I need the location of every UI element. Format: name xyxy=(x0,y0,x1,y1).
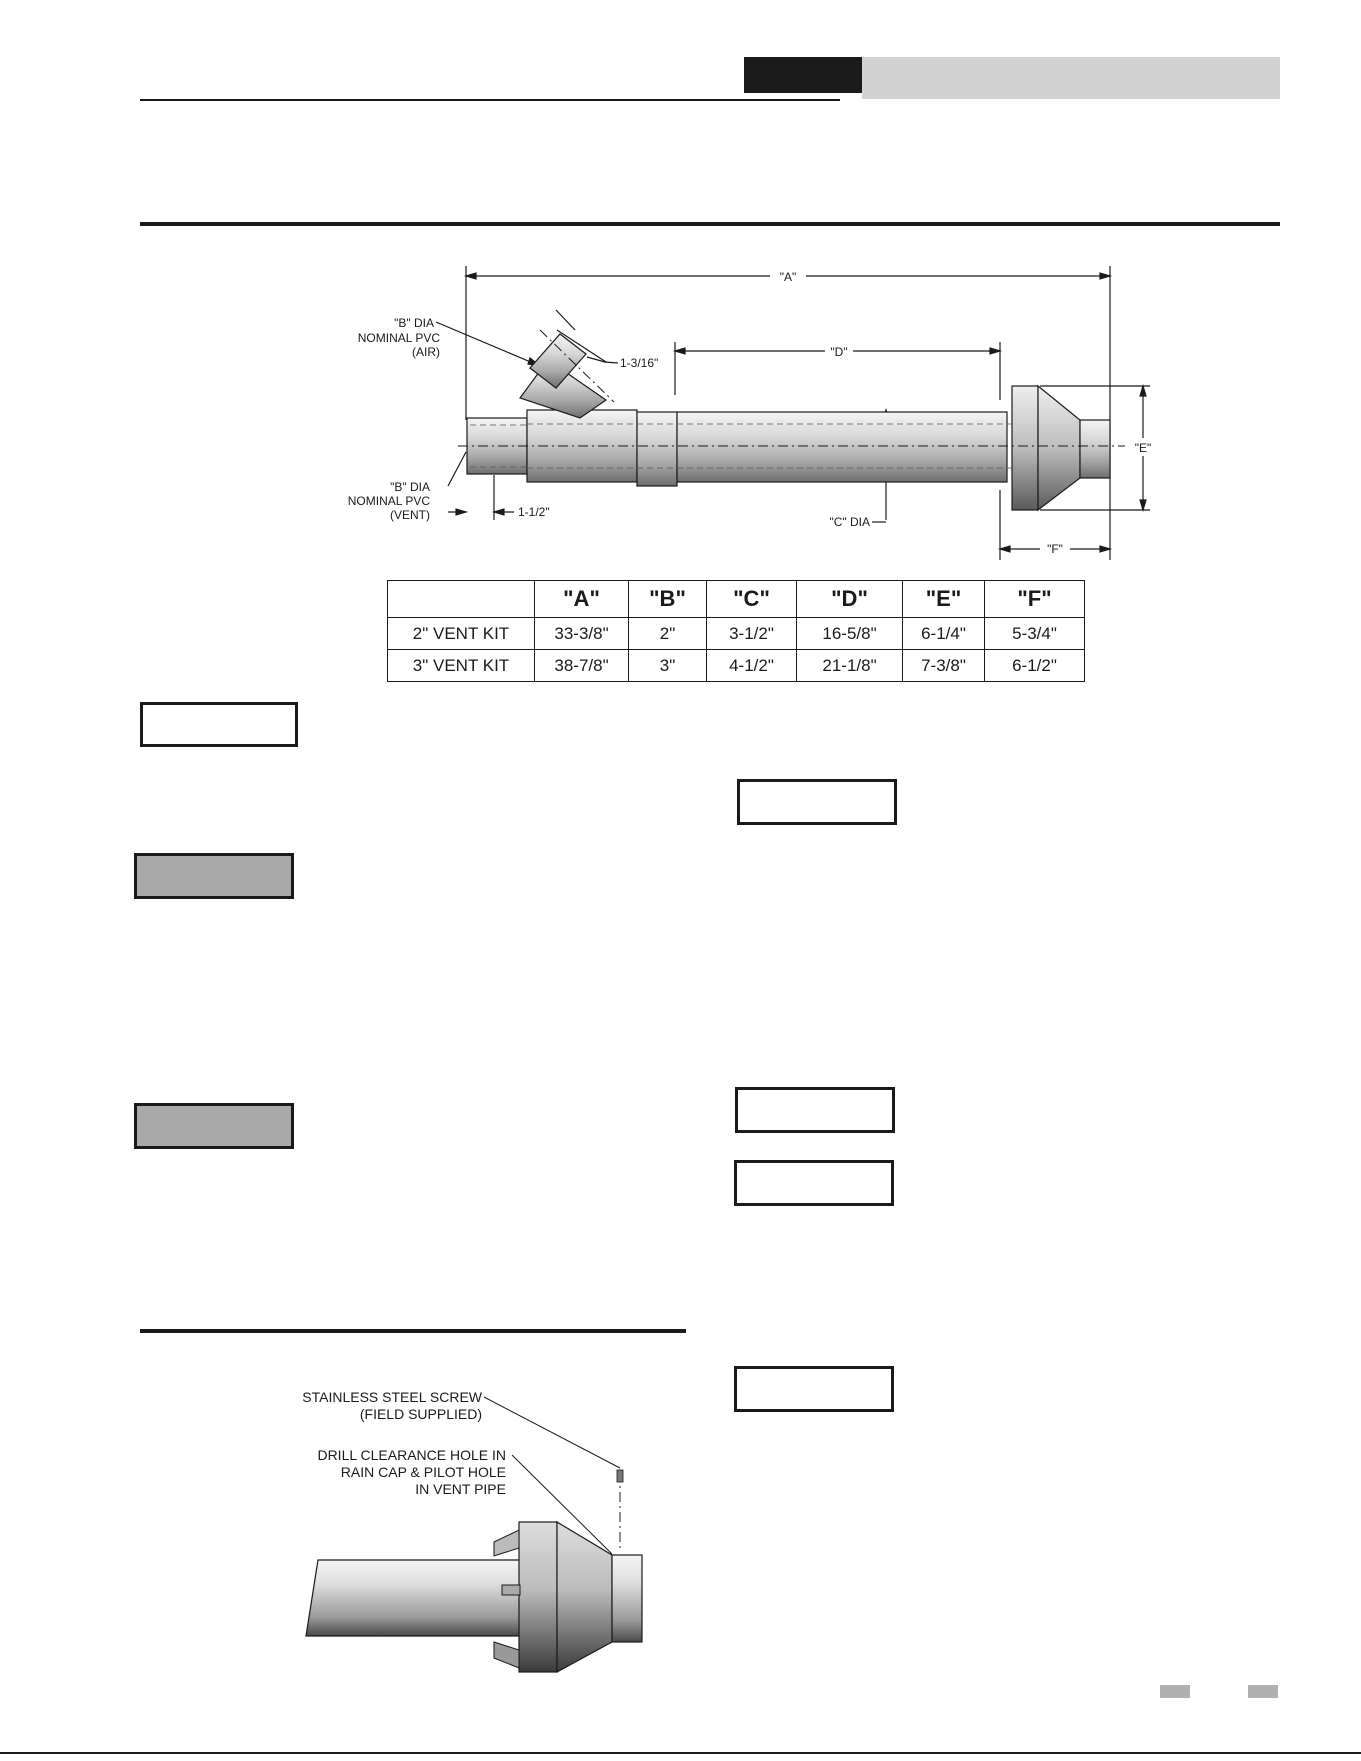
label-b-vent-3: (VENT) xyxy=(390,508,430,522)
footer-rule xyxy=(0,1752,1361,1754)
label-dim-1-3-16: 1-3/16" xyxy=(620,356,659,370)
label-dim-1-1-2: 1-1/2" xyxy=(518,505,550,519)
table-cell: 3-1/2" xyxy=(707,618,797,650)
table-cell: 16-5/8" xyxy=(797,618,903,650)
table-header-cell: "A" xyxy=(535,581,629,618)
label-dim-a: "A" xyxy=(779,270,797,284)
label-dim-c: "C" DIA xyxy=(829,515,870,529)
table-cell: 2" xyxy=(629,618,707,650)
label-screw-1: STAINLESS STEEL SCREW xyxy=(302,1389,482,1405)
callout-box-right-2 xyxy=(735,1087,895,1133)
rain-cap-screw-diagram xyxy=(0,1380,700,1680)
label-b-vent-1: "B" DIA xyxy=(390,480,430,494)
table-cell: 6-1/2" xyxy=(985,650,1085,682)
label-b-vent-2: NOMINAL PVC xyxy=(347,494,430,508)
table-cell: 21-1/8" xyxy=(797,650,903,682)
footer-tab-left xyxy=(1160,1685,1190,1698)
table-header-cell xyxy=(388,581,535,618)
label-b-air-2: NOMINAL PVC xyxy=(357,331,440,345)
table-header-cell: "C" xyxy=(707,581,797,618)
table-header-cell: "B" xyxy=(629,581,707,618)
label-drill-2: RAIN CAP & PILOT HOLE xyxy=(340,1464,506,1480)
table-cell: 33-3/8" xyxy=(535,618,629,650)
table-cell: 3" xyxy=(629,650,707,682)
callout-box-right-3 xyxy=(734,1160,894,1206)
label-dim-d: "D" xyxy=(830,345,848,359)
label-screw-2: (FIELD SUPPLIED) xyxy=(359,1406,482,1422)
table-row xyxy=(388,618,1085,650)
table-cell: 5-3/4" xyxy=(985,618,1085,650)
label-dim-f: "F" xyxy=(1047,542,1063,556)
table-header-cell: "F" xyxy=(985,581,1085,618)
callout-box-right-4 xyxy=(734,1366,894,1412)
callout-box-warning xyxy=(134,853,294,899)
table-cell: 4-1/2" xyxy=(707,650,797,682)
table-row xyxy=(388,650,1085,682)
table-header-cell: "D" xyxy=(797,581,903,618)
callout-box-right-1 xyxy=(737,779,897,825)
label-drill-3: IN VENT PIPE xyxy=(415,1481,506,1497)
label-b-air-1: "B" DIA xyxy=(394,316,434,330)
table-header-row xyxy=(388,581,1085,618)
label-drill-1: DRILL CLEARANCE HOLE IN xyxy=(317,1447,506,1463)
callout-box-notice xyxy=(140,702,298,747)
table-cell: 2" VENT KIT xyxy=(388,618,535,650)
table-cell: 3" VENT KIT xyxy=(388,650,535,682)
table-header-cell: "E" xyxy=(903,581,985,618)
section-rule-figure2 xyxy=(140,1329,686,1333)
table-cell: 6-1/4" xyxy=(903,618,985,650)
table-cell: 7-3/8" xyxy=(903,650,985,682)
label-b-air-3: (AIR) xyxy=(412,345,440,359)
table-cell: 38-7/8" xyxy=(535,650,629,682)
callout-box-caution xyxy=(134,1103,294,1149)
label-dim-e: "E" xyxy=(1134,441,1152,455)
footer-tab-right xyxy=(1248,1685,1278,1698)
vent-kit-diagram xyxy=(0,0,1361,580)
dimension-table xyxy=(387,580,1085,682)
